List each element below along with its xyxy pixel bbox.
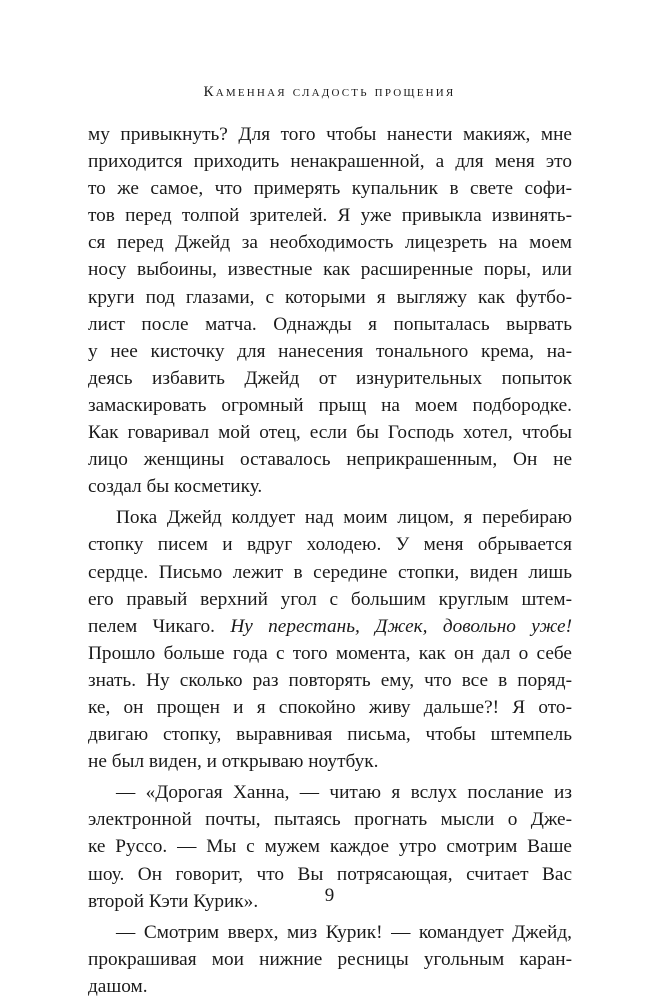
text-line: ке Руссо. — Мы с мужем каждое утро смотрим Ваше: [88, 836, 572, 858]
body-text: [88, 121, 572, 1004]
text-line: носу выбоины, известные как расширенные поры, или: [88, 259, 572, 281]
text-line: деясь избавить Джейд от изнурительных попыток: [88, 367, 572, 389]
page-number: 9: [324, 885, 335, 906]
text-line: ся перед Джейд за необходимость лицезреть на моем: [88, 232, 572, 254]
text-line: приходится приходить ненакрашенной, а для меня это: [88, 151, 572, 173]
text-line: ке, он прощен и я спокойно живу дальше?! Я ото-: [88, 696, 572, 718]
text-line: стопку писем и вдруг холодею. У меня обрывается: [88, 534, 572, 556]
text-line: — «Дорогая Ханна, — читаю я вслух послание из: [116, 782, 572, 804]
text-line: прокрашивая мои нижние ресницы угольным каран-: [88, 948, 572, 970]
paragraph-1: [88, 121, 572, 500]
text-line: второй Кэти Курик».: [88, 890, 259, 912]
text-line: круги под глазами, с которыми я выгляжу как футбо-: [88, 286, 572, 308]
text-fragment: пелем Чикаго.: [88, 615, 215, 637]
text-line: сердце. Письмо лежит в середине стопки, виден лишь: [88, 561, 572, 583]
text-line-mixed: [88, 613, 572, 640]
text-line: его правый верхний угол с большим круглым штем-: [88, 588, 572, 610]
text-line: создал бы косметику.: [88, 476, 263, 498]
text-line: электронной почты, пытаясь прогнать мысли о Дже-: [88, 809, 572, 831]
text-line: двигаю стопку, выравнивая письма, чтобы штемпель: [88, 724, 572, 746]
text-line: лист после матча. Однажды я попыталась вырвать: [88, 313, 572, 335]
text-line: шоу. Он говорит, что Вы потрясающая, считает Вас: [88, 863, 572, 885]
paragraph-4: [88, 919, 572, 1000]
text-line: у нее кисточку для нанесения тонального крема, на-: [88, 340, 572, 362]
text-line: знать. Ну сколько раз повторять ему, что все в поряд-: [88, 669, 572, 691]
running-head: Каменная сладость прощения: [203, 84, 456, 100]
paragraph-2: [88, 504, 572, 775]
italic-phrase: Ну перестань, Джек, довольно уже!: [230, 615, 572, 637]
text-line: Пока Джейд колдует над моим лицом, я перебираю: [116, 507, 572, 529]
text-line: не был виден, и открываю ноутбук.: [88, 751, 379, 773]
text-line: дашом.: [88, 975, 148, 997]
text-line: Как говаривал мой отец, если бы Господь хотел, чтобы: [88, 422, 572, 444]
text-line: тов перед толпой зрителей. Я уже привыкла извинять-: [88, 205, 572, 227]
text-line: — Смотрим вверх, миз Курик! — командует Джейд,: [116, 921, 572, 943]
text-line: му привыкнуть? Для того чтобы нанести макияж, мне: [88, 124, 572, 145]
text-line: то же самое, что примерять купальник в свете софи-: [88, 178, 572, 200]
text-line: Прошло больше года с того момента, как он дал о себе: [88, 642, 572, 664]
text-line: лицо женщины оставалось неприкрашенным, Он не: [88, 449, 572, 471]
text-line: замаскировать огромный прыщ на моем подбородке.: [88, 394, 572, 416]
